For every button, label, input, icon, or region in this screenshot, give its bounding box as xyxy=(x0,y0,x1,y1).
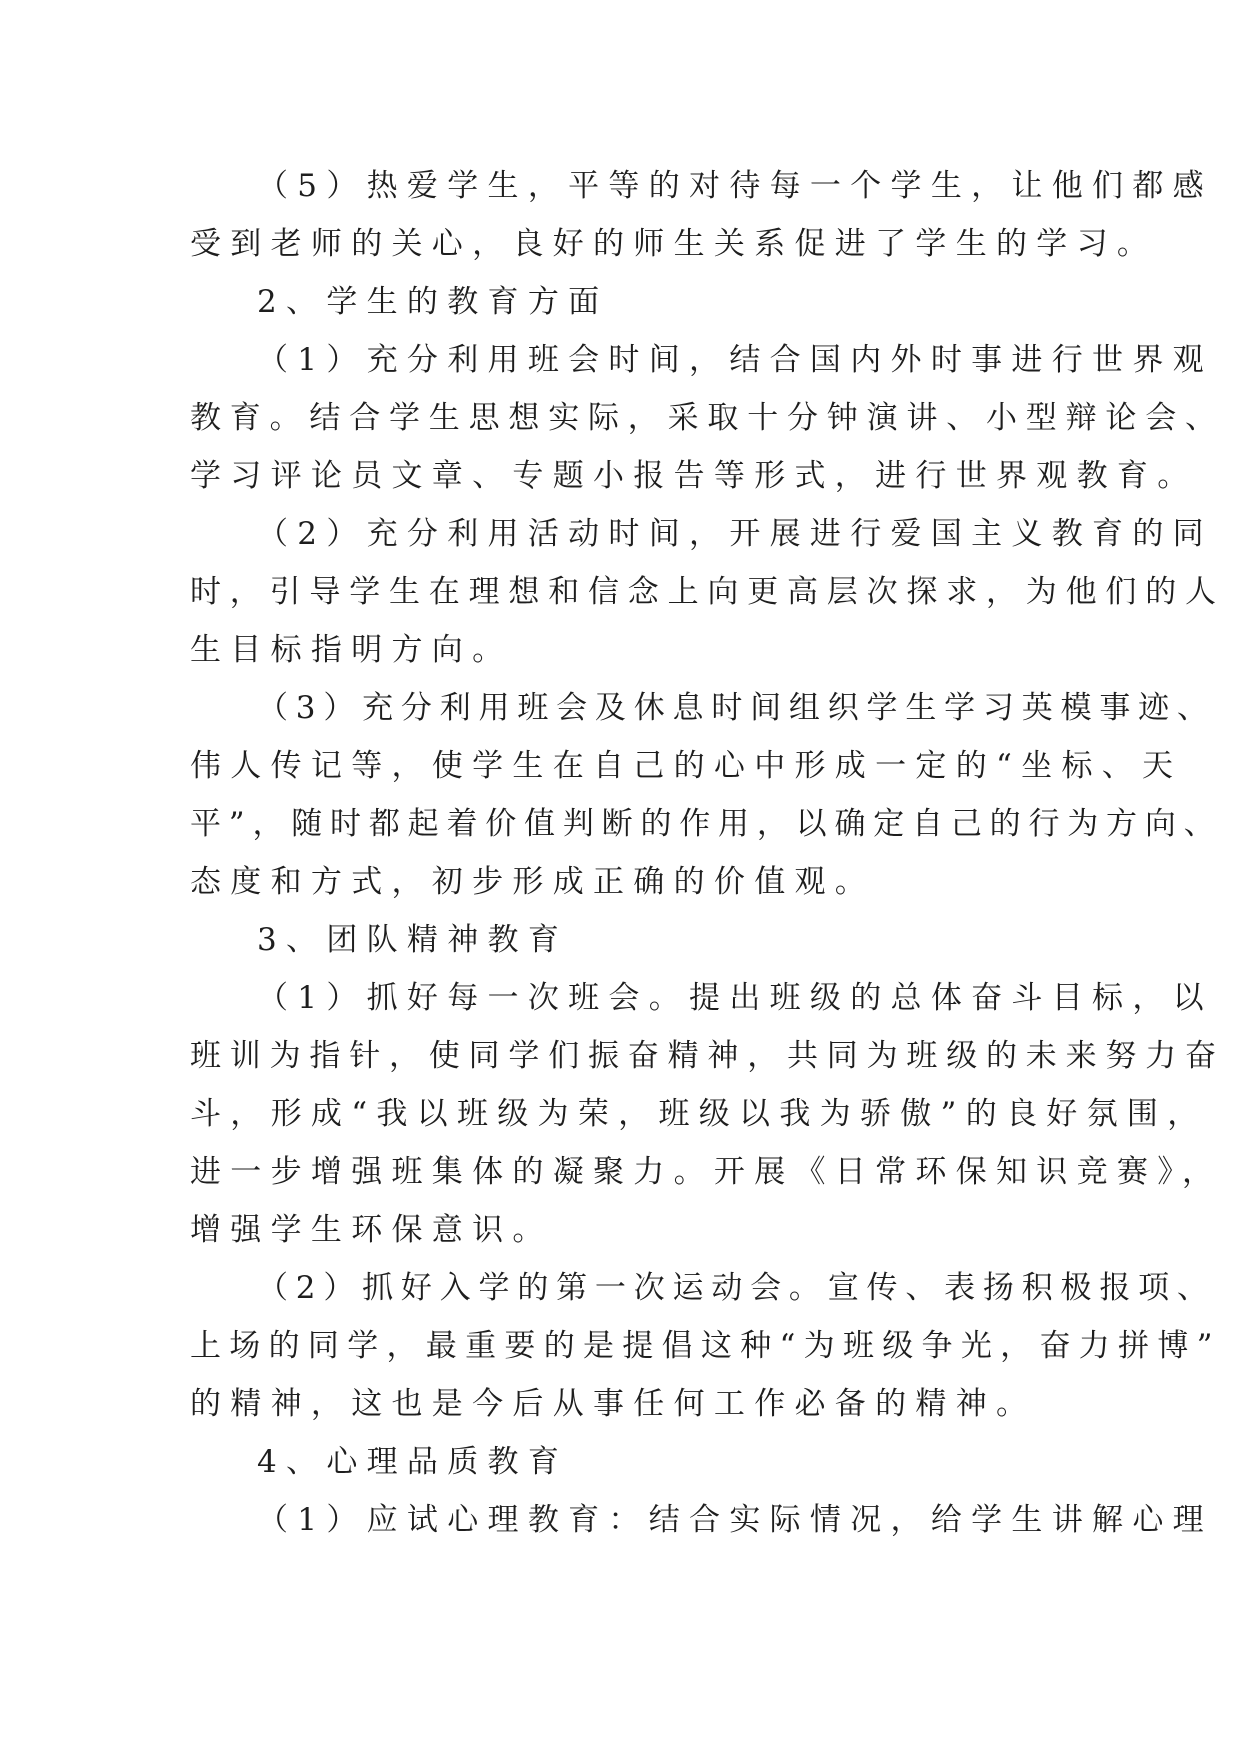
section-heading: 3、团队精神教育 xyxy=(257,922,569,958)
paragraph-line: （2）充分利用活动时间，开展进行爱国主义教育的同 xyxy=(257,516,1213,552)
paragraph-line: 态度和方式，初步形成正确的价值观。 xyxy=(190,864,876,900)
paragraph-line: 进一步增强班集体的凝聚力。开展《日常环保知识竞赛》， xyxy=(190,1154,1223,1190)
paragraph-line: 伟人传记等，使学生在自己的心中形成一定的“坐标、天 xyxy=(190,748,1183,784)
paragraph-line: （1）充分利用班会时间，结合国内外时事进行世界观 xyxy=(257,342,1213,378)
paragraph-line: 平”，随时都起着价值判断的作用，以确定自己的行为方向、 xyxy=(190,806,1223,842)
paragraph-line: 受到老师的关心，良好的师生关系促进了学生的学习。 xyxy=(190,226,1158,262)
paragraph-line: 教育。结合学生思想实际，采取十分钟演讲、小型辩论会、 xyxy=(190,400,1225,436)
paragraph-line: 的精神，这也是今后从事任何工作必备的精神。 xyxy=(190,1386,1037,1422)
paragraph-line: 学习评论员文章、专题小报告等形式，进行世界观教育。 xyxy=(190,458,1198,494)
paragraph-line: 生目标指明方向。 xyxy=(190,632,513,668)
section-heading: 2、学生的教育方面 xyxy=(257,284,609,320)
section-heading: 4、心理品质教育 xyxy=(257,1444,569,1480)
paragraph-line: 斗，形成“我以班级为荣，班级以我为骄傲”的良好氛围， xyxy=(190,1096,1208,1132)
paragraph-line: （5）热爱学生，平等的对待每一个学生，让他们都感 xyxy=(257,168,1213,204)
paragraph-line: （2）抓好入学的第一次运动会。宣传、表扬积极报项、 xyxy=(257,1270,1216,1306)
paragraph-line: （1）应试心理教育：结合实际情况，给学生讲解心理 xyxy=(257,1502,1213,1538)
paragraph-line: 增强学生环保意识。 xyxy=(190,1212,553,1248)
paragraph-line: 时，引导学生在理想和信念上向更高层次探求，为他们的人 xyxy=(190,574,1225,610)
paragraph-line: （1）抓好每一次班会。提出班级的总体奋斗目标，以 xyxy=(257,980,1213,1016)
paragraph-line: 班训为指针，使同学们振奋精神，共同为班级的未来努力奋 xyxy=(190,1038,1225,1074)
paragraph-line: 上场的同学，最重要的是提倡这种“为班级争光，奋力拼博” xyxy=(190,1328,1221,1364)
paragraph-line: （3）充分利用班会及休息时间组织学生学习英模事迹、 xyxy=(257,690,1216,726)
